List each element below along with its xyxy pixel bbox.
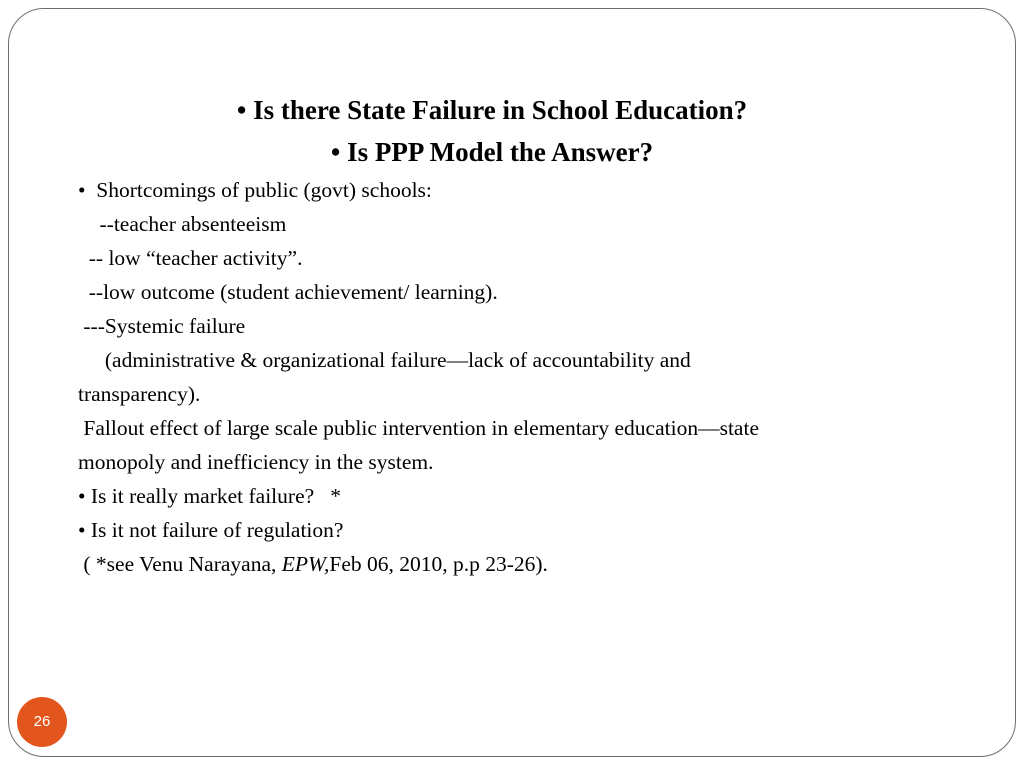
bullet-market-failure: • Is it really market failure? * (78, 484, 342, 508)
citation-prefix: ( *see Venu Narayana, (78, 552, 282, 576)
subpoint-teacher-absenteeism: --teacher absenteeism (78, 212, 287, 236)
bullet-shortcomings: • Shortcomings of public (govt) schools: (78, 178, 432, 202)
fallout-effect-text: Fallout effect of large scale public intervention in elementary education—state (78, 416, 759, 440)
fallout-effect-text-cont: monopoly and inefficiency in the system. (78, 450, 434, 474)
slide-title-line-2: • Is PPP Model the Answer? (330, 137, 654, 167)
page-number-badge: 26 (17, 697, 67, 747)
systemic-failure-detail-cont: transparency). (78, 382, 201, 406)
bullet-regulation-failure: • Is it not failure of regulation? (78, 518, 344, 542)
systemic-failure-detail: (administrative & organizational failure—lack of accountability and (78, 348, 691, 372)
citation (78, 549, 548, 579)
subpoint-low-teacher-activity: -- low “teacher activity”. (78, 246, 303, 270)
subpoint-low-outcome: --low outcome (student achievement/ learning). (78, 280, 498, 304)
citation-suffix: Feb 06, 2010, p.p 23-26). (329, 552, 548, 576)
slide-title-line-1: • Is there State Failure in School Education? (236, 95, 748, 125)
citation-journal: EPW, (281, 552, 330, 576)
subpoint-systemic-failure: ---Systemic failure (78, 314, 246, 338)
